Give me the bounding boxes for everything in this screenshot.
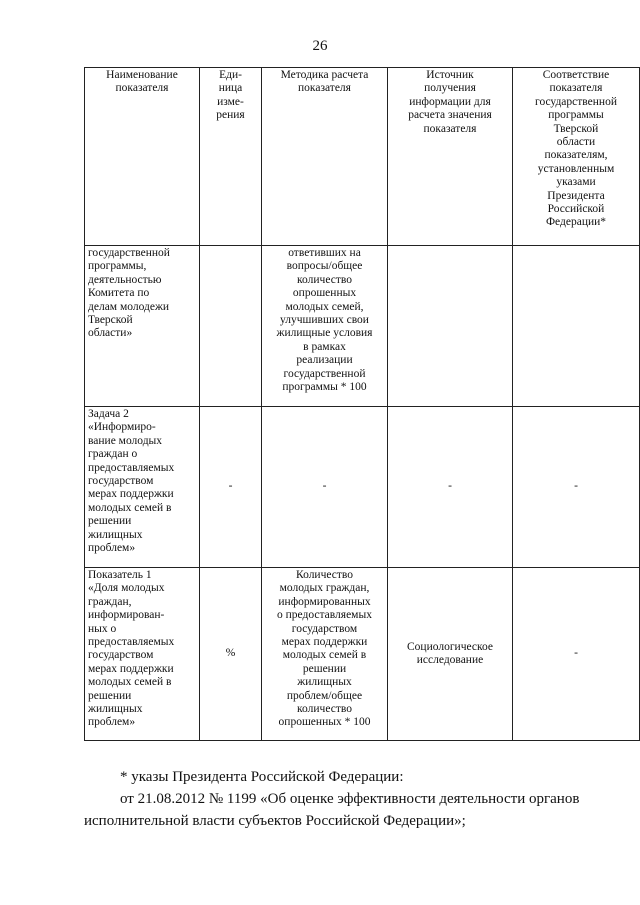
cell-source: Социологическое исследование: [388, 568, 513, 741]
header-indicator-name: Наименование показателя: [85, 68, 200, 246]
cell-compliance: -: [513, 407, 640, 568]
cell-unit: -: [200, 407, 262, 568]
header-unit: Еди- ница изме- рения: [200, 68, 262, 246]
table-row: [85, 407, 640, 568]
indicators-table: [84, 67, 640, 741]
cell-unit: %: [200, 568, 262, 741]
header-source: Источник получения информации для расчета значения показателя: [388, 68, 513, 246]
footnote-decree-line1: от 21.08.2012 № 1199 «Об оценке эффективности деятельности органов: [120, 791, 580, 807]
cell-indicator-name: Показатель 1 «Доля молодых граждан, информирован- ных о предоставляемых государством мерах поддержки молодых семей в решении жилищных проблем»: [85, 568, 200, 741]
cell-indicator-name: Задача 2 «Информиро- вание молодых граждан о предоставляемых государством мерах поддержки молодых семей в решении жилищных проблем»: [85, 407, 200, 568]
cell-method: Количество молодых граждан, информированных о предоставляемых государством мерах поддержки молодых семей в решении жилищных проблем/общее количество опрошенных * 100: [262, 568, 388, 741]
cell-indicator-name: государственной программы, деятельностью Комитета по делам молодежи Тверской области»: [85, 246, 200, 407]
cell-unit: [200, 246, 262, 407]
cell-compliance: -: [513, 568, 640, 741]
footnote-decree: [84, 788, 640, 832]
cell-method: -: [262, 407, 388, 568]
footnote-decree-line2: исполнительной власти субъектов Российской Федерации»;: [84, 813, 466, 829]
header-method: Методика расчета показателя: [262, 68, 388, 246]
cell-source: -: [388, 407, 513, 568]
page-number: 26: [312, 38, 328, 54]
cell-source: [388, 246, 513, 407]
table-row: [85, 246, 640, 407]
cell-method: ответивших на вопросы/общее количество опрошенных молодых семей, улучшивших свои жилищные условия в рамках реализации государственной программы * 100: [262, 246, 388, 407]
cell-compliance: [513, 246, 640, 407]
footnote-title: * указы Президента Российской Федерации:: [120, 769, 404, 785]
table-header-row: [85, 68, 640, 246]
header-compliance: Соответствие показателя государственной программы Тверской области показателям, установленным указами Президента Российской Федерации*: [513, 68, 640, 246]
table-row: [85, 568, 640, 741]
